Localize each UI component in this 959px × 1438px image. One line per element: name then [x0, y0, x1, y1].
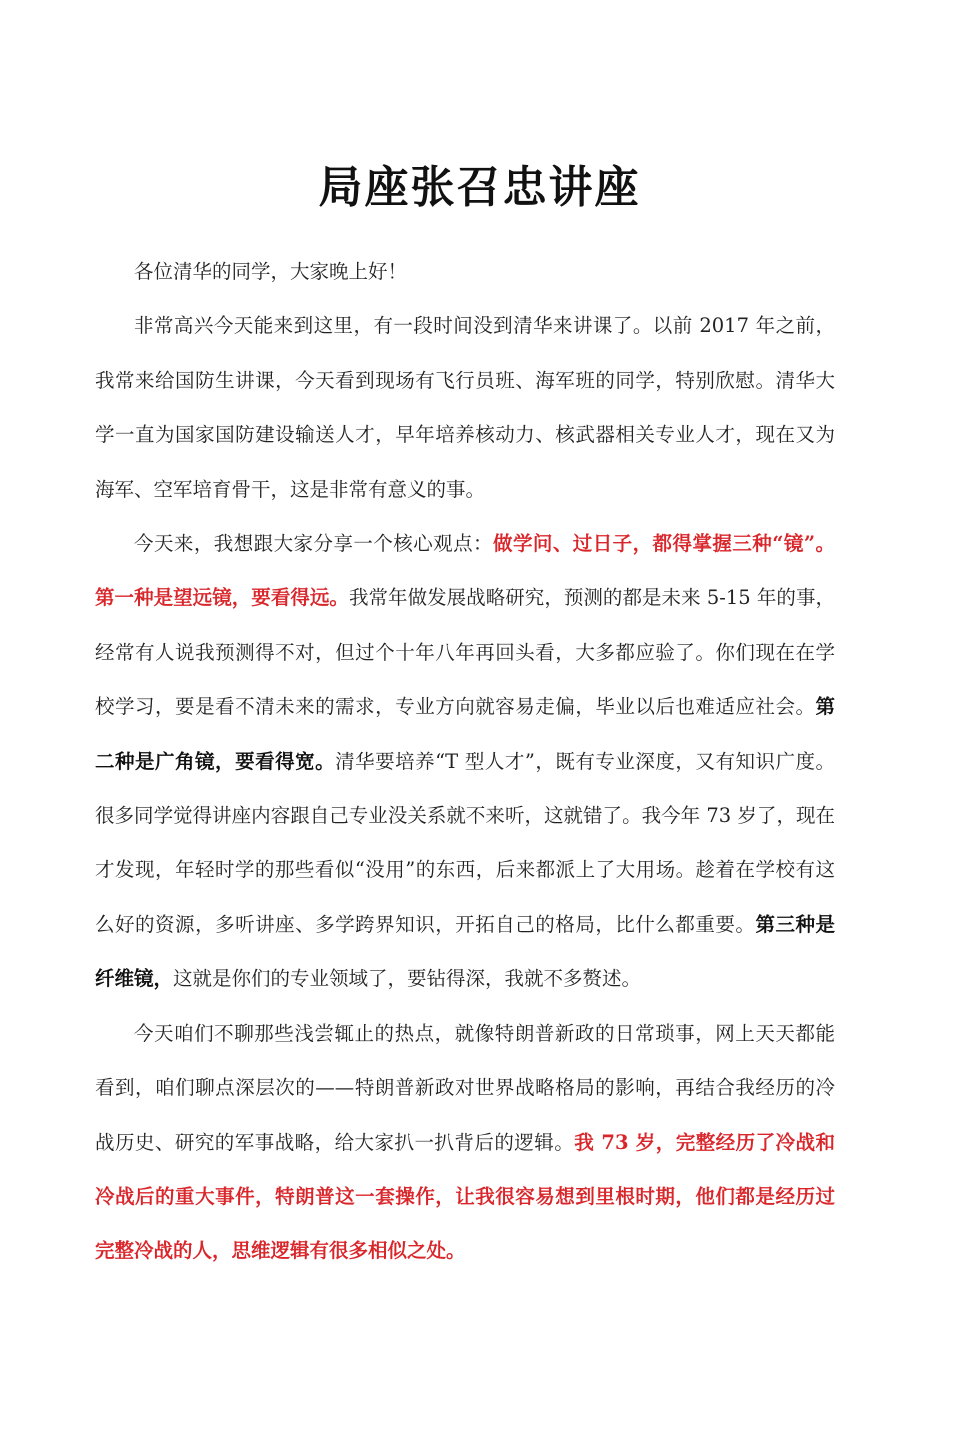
document-body [95, 245, 835, 1279]
highlight-bold-text: 第二种是广角镜，要看得宽。 [95, 695, 835, 773]
highlight-red-text: 我 73 岁，完整经历了冷战和冷战后的重大事件，特朗普这一套操作，让我很容易想到里根时期，他们都是经历过完整冷战的人，思维逻辑有很多相似之处。 [95, 1130, 835, 1263]
text-run: 清华要培养“T 型人才”，既有专业深度，又有知识广度。很多同学觉得讲座内容跟自己专业没关系就不来听，这就错了。我今年 73 岁了，现在才发现，年轻时学的那些看似“没用”的东西，后来都派上了大用场。趁着在学校有这么好的资源，多听讲座、多学跨界知识，开拓自己的格局，比什么都重要。 [95, 749, 835, 936]
text-run: 我常年做发展战略研究，预测的都是未来 5-15 年的事，经常有人说我预测得不对，但过个十年八年再回头看，大多都应验了。你们现在在学校学习，要是看不清未来的需求，专业方向就容易走偏，毕业以后也难适应社会。 [95, 586, 835, 719]
highlight-bold-text: 第三种是纤维镜， [95, 912, 835, 991]
paragraph-greeting [95, 245, 835, 299]
text-run: 这就是你们的专业领域了，要钻得深，我就不多赘述。 [173, 967, 642, 991]
paragraph-three-lenses [95, 517, 835, 1007]
document-title: 局座张召忠讲座 [318, 162, 641, 214]
text-run: 非常高兴今天能来到这里，有一段时间没到清华来讲课了。以前 2017 年之前，我常来给国防生讲课，今天看到现场有飞行员班、海军班的同学，特别欣慰。清华大学一直为国家国防建设输送人才，早年培养核动力、核武器相关专业人才，现在又为海军、空军培育骨干，这是非常有意义的事。 [95, 314, 835, 501]
highlight-red-text: 做学问、过日子，都得掌握三种“镜”。第一种是望远镜，要看得远。 [95, 532, 835, 610]
text-run: 各位清华的同学，大家晚上好！ [134, 260, 408, 283]
text-run: 今天咱们不聊那些浅尝辄止的热点，就像特朗普新政的日常琐事，网上天天都能看到，咱们聊点深层次的——特朗普新政对世界战略格局的影响，再结合我经历的冷战历史、研究的军事战略，给大家扒一扒背后的逻辑。 [95, 1021, 835, 1154]
paragraph-trump-policy [95, 1007, 835, 1279]
text-run: 今天来，我想跟大家分享一个核心观点： [134, 532, 493, 556]
paragraph-intro [95, 299, 835, 517]
